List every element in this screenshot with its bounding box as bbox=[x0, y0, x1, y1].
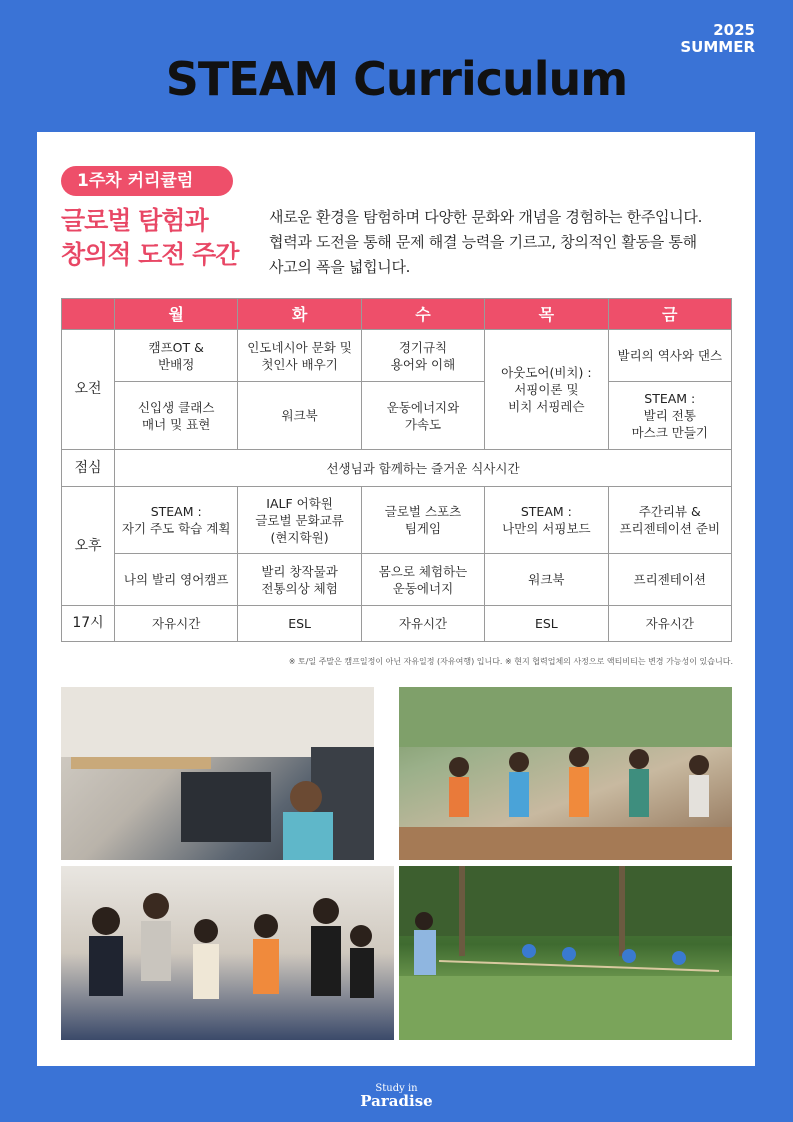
footnote: ※ 토/일 주말은 캠프일정이 아닌 자유일정 (자유여행) 입니다. ※ 현지 협력업체의 사정으로 액티비티는 변경 가능성이 있습니다. bbox=[288, 657, 733, 666]
schedule-cell: 운동에너지와 가속도 bbox=[361, 382, 484, 450]
schedule-cell: 프리젠테이션 bbox=[608, 554, 731, 606]
schedule-cell: 경기규칙 용어와 이해 bbox=[361, 330, 484, 382]
photo-masks-group bbox=[61, 866, 394, 1040]
schedule-cell: 자유시간 bbox=[608, 606, 731, 642]
row-label-afternoon: 오후 bbox=[62, 487, 115, 606]
schedule-cell: ESL bbox=[238, 606, 361, 642]
year-text: 2025 bbox=[713, 21, 755, 39]
schedule-cell: 발리의 역사와 댄스 bbox=[608, 330, 731, 382]
headline-line: 글로벌 탐험과 bbox=[61, 206, 208, 235]
table-row bbox=[62, 606, 732, 642]
schedule-cell: 자유시간 bbox=[361, 606, 484, 642]
row-label-five: 17시 bbox=[62, 606, 115, 642]
intro-line: 협력과 도전을 통해 문제 해결 능력을 기르고, 창의적인 활동을 통해 bbox=[269, 233, 697, 251]
schedule-cell: STEAM : 나만의 서핑보드 bbox=[485, 487, 608, 554]
row-label-morning: 오전 bbox=[62, 330, 115, 450]
logo-line: Paradise bbox=[360, 1092, 433, 1110]
schedule-cell: STEAM : 자기 주도 학습 계획 bbox=[115, 487, 238, 554]
day-header: 목 bbox=[485, 299, 608, 330]
schedule-cell: IALF 어학원 글로벌 문화교류 (현지학원) bbox=[238, 487, 361, 554]
photo-illustration bbox=[61, 687, 374, 860]
photo-group-cheer bbox=[399, 687, 732, 860]
photo-computer-class bbox=[61, 687, 374, 860]
schedule-cell: 캠프OT & 반배정 bbox=[115, 330, 238, 382]
week-headline bbox=[61, 204, 238, 272]
schedule-cell: 몸으로 체험하는 운동에너지 bbox=[361, 554, 484, 606]
schedule-cell: 인도네시아 문화 및 첫인사 배우기 bbox=[238, 330, 361, 382]
schedule-cell: 아웃도어(비치) : 서핑이론 및 비치 서핑레슨 bbox=[485, 330, 608, 450]
table-row bbox=[62, 487, 732, 554]
page-title: STEAM Curriculum bbox=[165, 52, 628, 106]
schedule-cell: 발리 창작물과 전통의상 체험 bbox=[238, 554, 361, 606]
week-badge: 1주차 커리큘럼 bbox=[61, 166, 233, 196]
day-header-row bbox=[62, 299, 732, 330]
schedule-table bbox=[61, 298, 732, 642]
schedule-cell: 나의 발리 영어캠프 bbox=[115, 554, 238, 606]
photo-illustration bbox=[61, 866, 394, 1040]
photo-illustration bbox=[399, 687, 732, 860]
corner-cell bbox=[62, 299, 115, 330]
schedule-cell: ESL bbox=[485, 606, 608, 642]
intro-line: 사고의 폭을 넓힙니다. bbox=[269, 258, 411, 276]
table-row bbox=[62, 382, 732, 450]
schedule-cell: 워크북 bbox=[485, 554, 608, 606]
schedule-cell: 자유시간 bbox=[115, 606, 238, 642]
day-header: 화 bbox=[238, 299, 361, 330]
lunch-cell: 선생님과 함께하는 즐거운 식사시간 bbox=[115, 450, 732, 487]
day-header: 월 bbox=[115, 299, 238, 330]
schedule-cell: 글로벌 스포츠 팀게임 bbox=[361, 487, 484, 554]
photo-illustration bbox=[399, 866, 732, 1040]
table-row bbox=[62, 554, 732, 606]
schedule-cell: 신입생 클래스 매너 및 표현 bbox=[115, 382, 238, 450]
logo-line: Study in bbox=[375, 1083, 418, 1094]
schedule-cell: 주간리뷰 & 프리젠테이션 준비 bbox=[608, 487, 731, 554]
headline-line: 창의적 도전 주간 bbox=[61, 240, 239, 269]
schedule-cell: STEAM : 발리 전통 마스크 만들기 bbox=[608, 382, 731, 450]
content-card bbox=[37, 132, 755, 1066]
season-label bbox=[680, 22, 755, 56]
day-header: 수 bbox=[361, 299, 484, 330]
schedule-cell: 워크북 bbox=[238, 382, 361, 450]
row-label-lunch: 점심 bbox=[62, 450, 115, 487]
week-intro bbox=[269, 205, 739, 280]
season-text: SUMMER bbox=[680, 38, 755, 56]
brand-logo bbox=[0, 1082, 793, 1108]
intro-line: 새로운 환경을 탐험하며 다양한 문화와 개념을 경험하는 한주입니다. bbox=[269, 208, 703, 226]
table-row bbox=[62, 330, 732, 382]
table-row bbox=[62, 450, 732, 487]
day-header: 금 bbox=[608, 299, 731, 330]
photo-tug-of-war bbox=[399, 866, 732, 1040]
